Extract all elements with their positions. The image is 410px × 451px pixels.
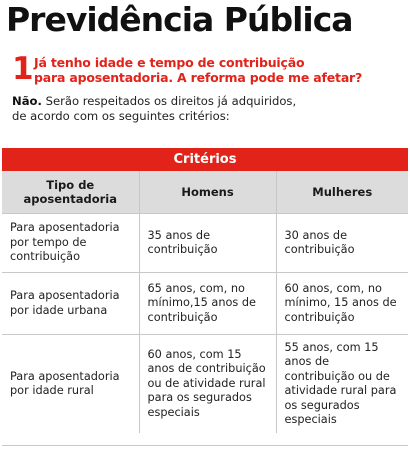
cell-men: 65 anos, com, no mínimo,15 anos de contribuição: [139, 273, 276, 335]
criteria-table: [2, 171, 408, 433]
cell-women: 60 anos, com, no mínimo, 15 anos de contribuição: [276, 273, 408, 335]
question-text: [34, 55, 362, 85]
headline: Previdência Pública: [6, 0, 353, 39]
table-row: [2, 335, 408, 434]
cell-type: Para aposentadoria por idade rural: [2, 335, 139, 434]
cell-men: 60 anos, com 15 anos de contribuição ou de atividade rural para os segurados especiais: [139, 335, 276, 434]
column-header-type: Tipo de aposentadoria: [2, 171, 139, 214]
bottom-divider: [2, 445, 408, 446]
column-header-women: Mulheres: [276, 171, 408, 214]
answer-lead: Não.: [12, 94, 42, 108]
cell-men: 35 anos de contribuição: [139, 214, 276, 273]
criteria-banner: Critérios: [2, 148, 408, 171]
cell-type: Para aposentadoria por tempo de contribuição: [2, 214, 139, 273]
cell-women: 55 anos, com 15 anos de contribuição ou de atividade rural para os segurados especiais: [276, 335, 408, 434]
table-header-row: [2, 171, 408, 214]
answer-line-2: de acordo com os seguintes critérios:: [12, 109, 230, 123]
question-line-1: Já tenho idade e tempo de contribuição: [34, 55, 305, 70]
table-row: [2, 214, 408, 273]
cell-type: Para aposentadoria por idade urbana: [2, 273, 139, 335]
question-number: 1: [12, 51, 34, 87]
cell-women: 30 anos de contribuição: [276, 214, 408, 273]
answer-text: [12, 94, 296, 124]
column-header-men: Homens: [139, 171, 276, 214]
question-line-2: para aposentadoria. A reforma pode me afetar?: [34, 70, 363, 85]
table-row: [2, 273, 408, 335]
answer-line-1: [12, 94, 296, 109]
answer-line-1-rest: Serão respeitados os direitos já adquiridos,: [41, 94, 297, 108]
